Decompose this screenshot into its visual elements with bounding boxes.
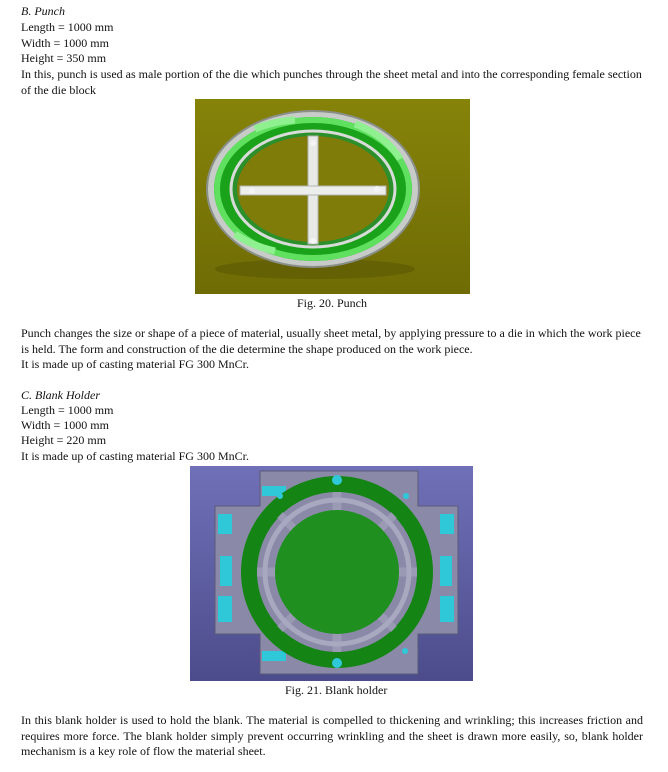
blank-holder-material: It is made up of casting material FG 300 MnCr. bbox=[21, 449, 249, 463]
blank-holder-description: In this blank holder is used to hold the blank. The material is compelled to thickening and wrinkling; this increases friction and requires more force. The blank holder simply prevent occurring wrinkling and the sheet is drawn more easily, so, blank holder mechanism is a key role of flow the material sheet. bbox=[21, 713, 643, 758]
blank-holder-height: Height = 220 mm bbox=[21, 433, 107, 447]
blank-holder-width: Width = 1000 mm bbox=[21, 418, 109, 432]
punch-width: Width = 1000 mm bbox=[21, 36, 109, 50]
punch-figure-render bbox=[195, 99, 470, 294]
punch-height: Height = 350 mm bbox=[21, 51, 107, 65]
blank-holder-length: Length = 1000 mm bbox=[21, 403, 114, 417]
figure-caption-blank-holder: Fig. 21. Blank holder bbox=[285, 683, 388, 697]
section-heading-punch: B. Punch bbox=[21, 4, 65, 18]
punch-description: In this, punch is used as male portion of the die which punches through the sheet metal and into the corresponding female section of the die block bbox=[21, 67, 642, 97]
blank-holder-figure-render bbox=[190, 466, 473, 681]
punch-material: It is made up of casting material FG 300 MnCr. bbox=[21, 357, 249, 371]
punch-figure bbox=[195, 99, 470, 294]
punch-paragraph: Punch changes the size or shape of a piece of material, usually sheet metal, by applying pressure to a die in which the work piece is held. The form and construction of the die determine the shape produced on the work piece. bbox=[21, 326, 641, 356]
section-heading-blank-holder: C. Blank Holder bbox=[21, 388, 100, 402]
figure-caption-punch: Fig. 20. Punch bbox=[297, 296, 368, 310]
blank-holder-figure bbox=[190, 466, 473, 681]
punch-length: Length = 1000 mm bbox=[21, 20, 114, 34]
